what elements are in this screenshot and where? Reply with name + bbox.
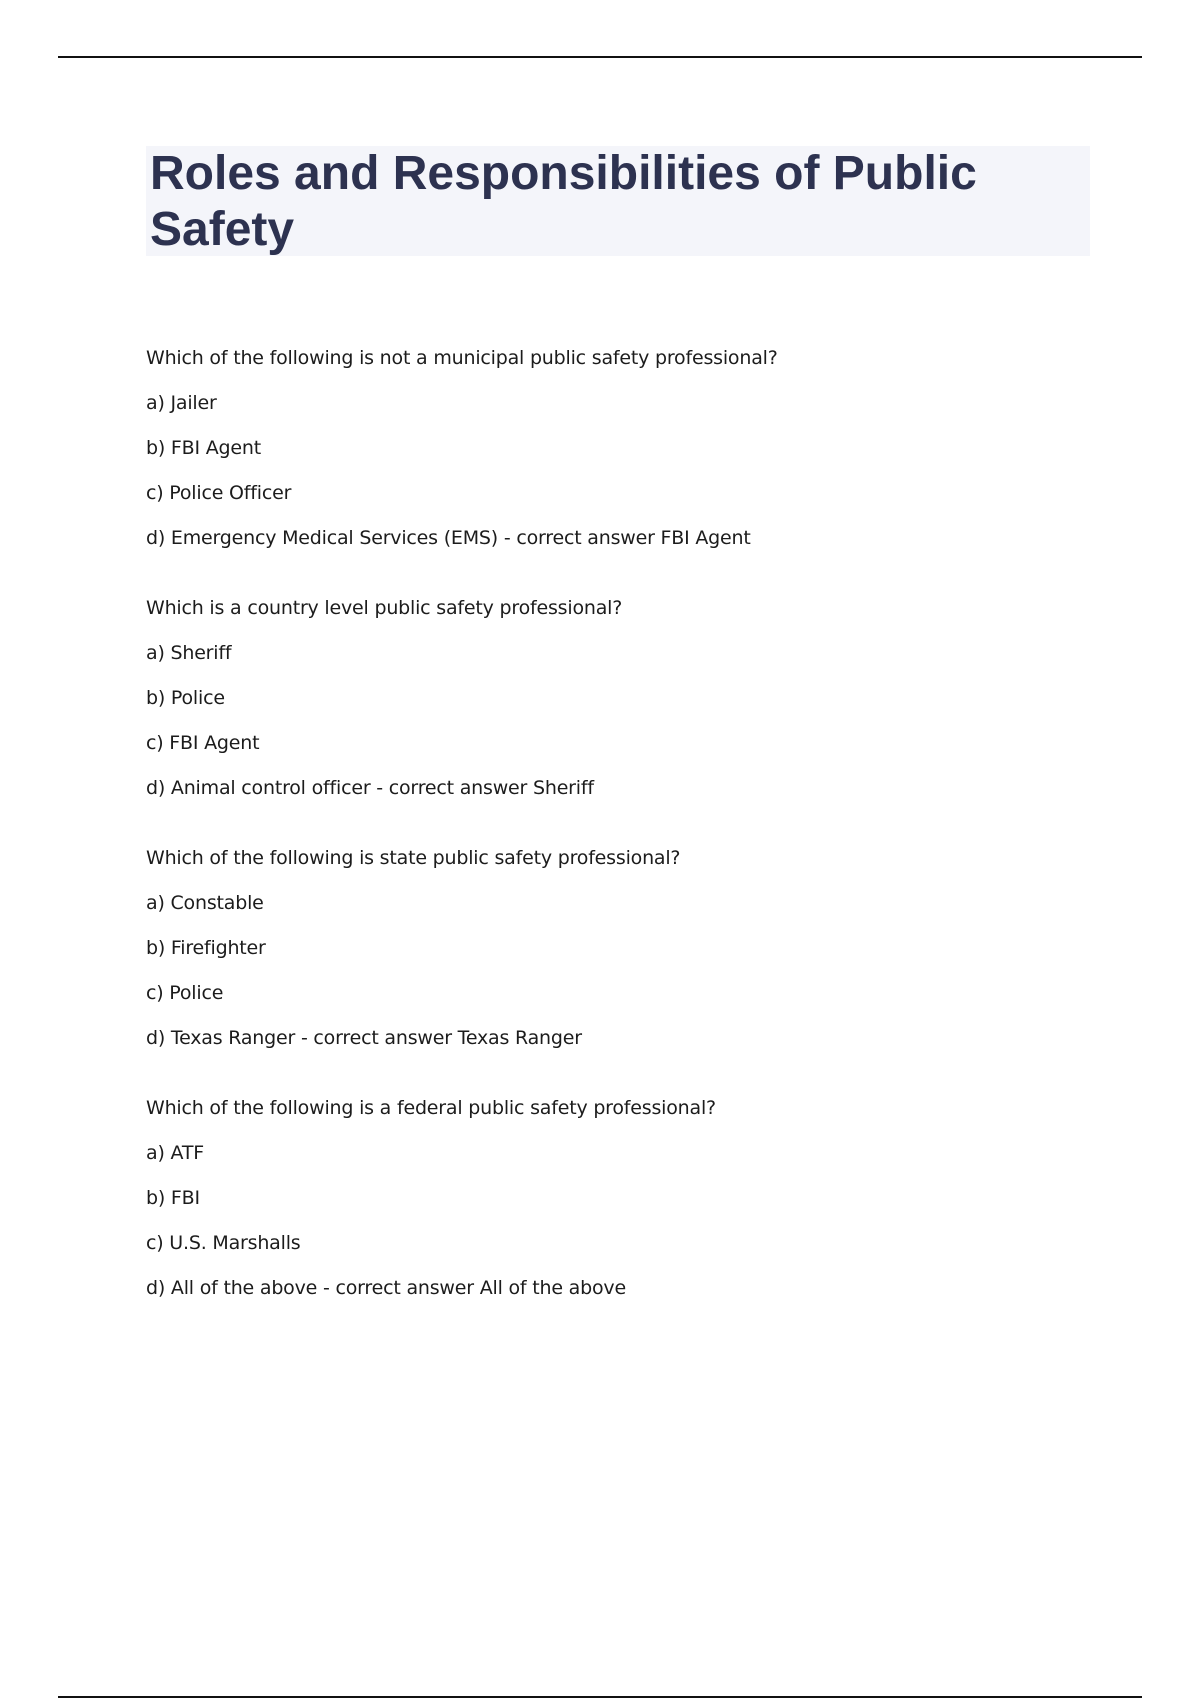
answer-option: a) Sheriff (146, 642, 232, 664)
header-rule (58, 56, 1142, 58)
question-text: Which of the following is a federal public safety professional? (146, 1097, 716, 1119)
answer-option: c) Police (146, 982, 224, 1004)
answer-option: d) Texas Ranger - correct answer Texas Ranger (146, 1027, 582, 1049)
question-block (146, 1096, 1090, 1300)
answer-option: b) FBI (146, 1187, 200, 1209)
answer-option: c) Police Officer (146, 482, 292, 504)
question-block (146, 846, 1090, 1050)
question-text: Which of the following is state public safety professional? (146, 847, 681, 869)
answer-option: a) Jailer (146, 392, 217, 414)
title-block (146, 146, 1090, 256)
questions-list (146, 346, 1090, 1300)
answer-option: b) Police (146, 687, 225, 709)
question-text: Which is a country level public safety professional? (146, 597, 623, 619)
answer-option: b) Firefighter (146, 937, 266, 959)
footer-rule (58, 1696, 1142, 1698)
answer-option: c) FBI Agent (146, 732, 260, 754)
answer-option: d) Animal control officer - correct answer Sheriff (146, 777, 594, 799)
question-block (146, 346, 1090, 550)
answer-option: b) FBI Agent (146, 437, 261, 459)
question-text: Which of the following is not a municipal public safety professional? (146, 347, 778, 369)
answer-option: a) ATF (146, 1142, 204, 1164)
document-title: Roles and Responsibilities of Public Safety (150, 147, 977, 256)
answer-option: d) Emergency Medical Services (EMS) - correct answer FBI Agent (146, 527, 751, 549)
answer-option: a) Constable (146, 892, 264, 914)
answer-option: c) U.S. Marshalls (146, 1232, 301, 1254)
answer-option: d) All of the above - correct answer All of the above (146, 1277, 626, 1299)
question-block (146, 596, 1090, 800)
